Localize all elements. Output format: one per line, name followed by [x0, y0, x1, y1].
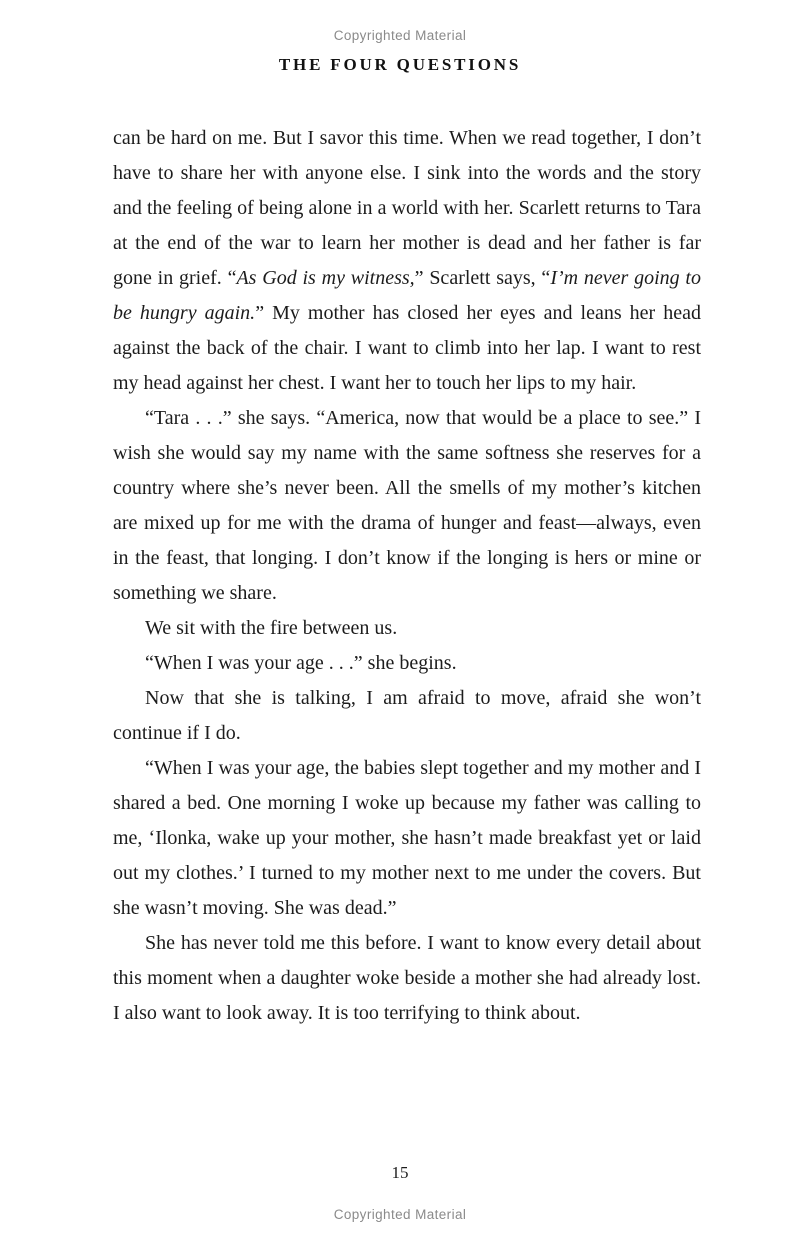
paragraph [113, 401, 701, 611]
body-text: “Tara . . .” she says. “America, now that would be a place to see.” I wish she would say my name with the same softness she reserves for a country where she’s never been. All the smells of my mother’s kitchen are mixed up for me with the drama of hunger and feast—always, even in the feast, that longing. I don’t know if the longing is hers or mine or something we share. [113, 407, 701, 604]
paragraph [113, 121, 701, 401]
paragraph [113, 681, 701, 751]
body-text: She has never told me this before. I want to know every detail about this moment when a daughter woke beside a mother she had already lost. I also want to look away. It is too terrifying to think about. [113, 932, 701, 1024]
paragraph [113, 926, 701, 1031]
paragraph [113, 611, 701, 646]
quote-italic-text: I’m never going to be hungry again. [113, 267, 701, 324]
page-number: 15 [391, 1163, 409, 1182]
body-text: ” Scarlett says, “ [414, 267, 551, 289]
body-text: “When I was your age, the babies slept together and my mother and I shared a bed. One morning I woke up because my father was calling to me, ‘Ilonka, wake up your mother, she hasn’t made breakfast yet or laid out my clothes.’ I turned to my mother next to me under the covers. But she wasn’t moving. She was dead.” [113, 757, 701, 919]
body-text: can be hard on me. But I savor this time. When we read together, I don’t have to share her with anyone else. I sink into the words and the story and the feeling of being alone in a world with her. Scarlett returns to Tara at the end of the war to learn her mother is dead and her father is far gone in grief. “ [113, 127, 701, 289]
body-text: ” My mother has closed her eyes and leans her head against the back of the chair. I want to climb into her lap. I want to rest my head against her chest. I want her to touch her lips to my hair. [113, 302, 702, 394]
text-block [113, 121, 701, 1031]
chapter-title: THE FOUR QUESTIONS [278, 55, 522, 74]
copyright-notice-bottom: Copyrighted Material [333, 1207, 467, 1222]
copyright-notice-top: Copyrighted Material [333, 28, 467, 43]
paragraph [113, 751, 701, 926]
body-text: Now that she is talking, I am afraid to move, afraid she won’t continue if I do. [113, 687, 701, 744]
body-text: We sit with the fire between us. [145, 617, 398, 639]
quote-italic-text: As God is my witness, [236, 267, 415, 289]
paragraph [113, 646, 701, 681]
body-text: “When I was your age . . .” she begins. [145, 652, 457, 674]
